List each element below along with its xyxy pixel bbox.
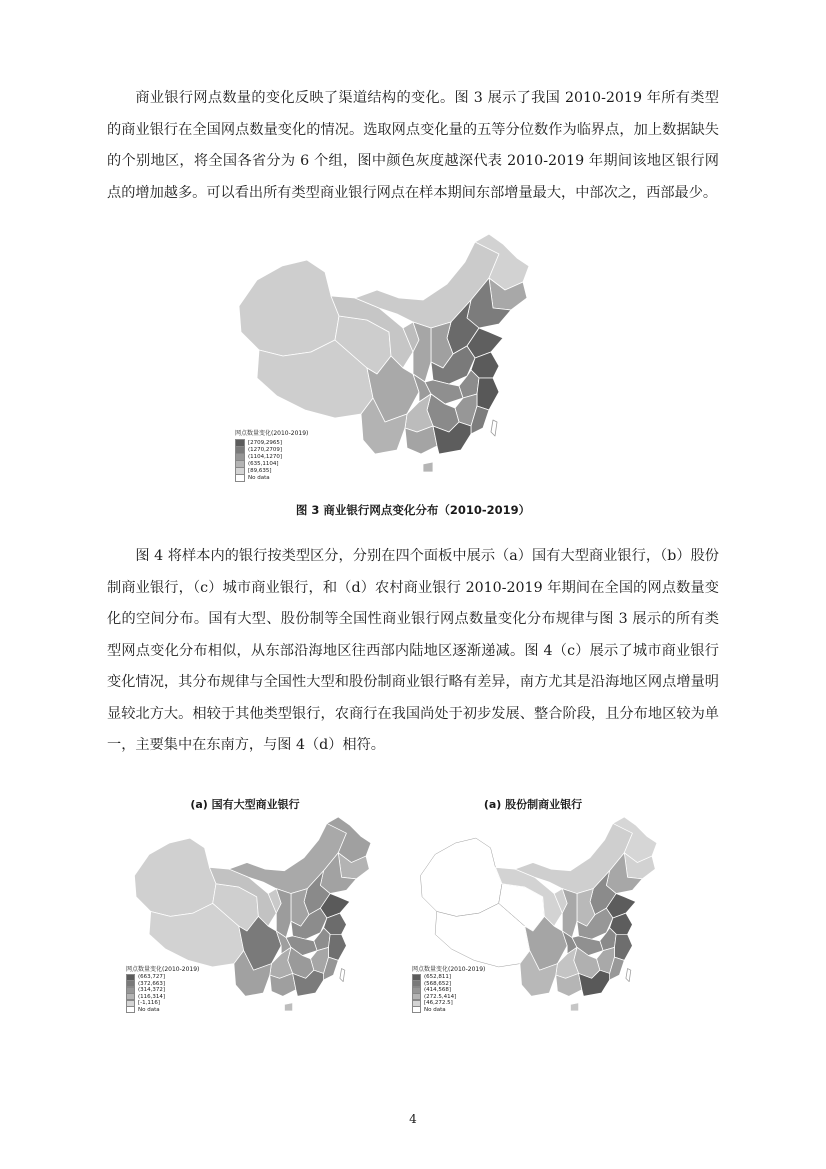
legend-swatch <box>412 1006 421 1013</box>
figure-4b-title: (a) 股份制商业银行 <box>483 798 583 811</box>
region-zhejiang <box>477 378 499 410</box>
region-guangxi <box>405 426 437 454</box>
legend-label: [-1,116] <box>138 1000 161 1007</box>
region-zhejiang <box>615 934 633 960</box>
legend-label: (663,727] <box>138 974 166 981</box>
legend-label: No data <box>138 1006 160 1013</box>
figure-3-map <box>227 228 532 488</box>
figure-4b-map <box>404 812 666 1024</box>
legend-label: (414,568] <box>424 987 452 994</box>
region-shaanxi <box>562 889 577 938</box>
region-shaanxi <box>413 322 431 382</box>
legend-label: [89,635] <box>248 467 272 474</box>
region-hainan <box>423 462 433 472</box>
region-hainan <box>284 1003 292 1011</box>
figure-3-caption: 图 3 商业银行网点变化分布（2010-2019） <box>295 503 531 517</box>
region-taiwan <box>491 420 497 436</box>
figure-4a-title: (a) 国有大型商业银行 <box>190 798 300 811</box>
region-xinjiang <box>239 260 339 356</box>
figure-4a-map <box>118 812 380 1024</box>
region-guangxi <box>556 973 582 996</box>
legend-label: [46,272.5] <box>424 1000 453 1007</box>
region-shaanxi <box>276 889 291 938</box>
legend-label: No data <box>424 1006 446 1013</box>
legend-label: (1104,1270] <box>248 453 283 460</box>
region-hainan <box>570 1003 578 1011</box>
legend-label: (116,314] <box>138 993 166 1000</box>
region-xinjiang <box>420 838 502 916</box>
legend-label: (635,1104] <box>248 460 279 467</box>
figure-4b-legend <box>412 964 485 1013</box>
legend-label: (568,652] <box>424 980 452 987</box>
paragraph-2: 图 4 将样本内的银行按类型区分，分别在四个面板中展示（a）国有大型商业银行，（b）股份制商业银行，（c）城市商业银行，和（d）农村商业银行 2010-2019 年期间在全国的网点数量变化的空间分布。国有大型、股份制等全国性商业银行网点数量变化分布规律与图 3 展示的所有类型网点变化分布相似，从东部沿海地区往西部内陆地区逐渐递减。图 4（c）展示了城市商业银行变化情况，其分布规律与全国性大型和股份制商业银行略有差异，南方尤其是沿海地区网点增量明显较北方大。相较于其他类型银行，农商行在我国尚处于初步发展、整合阶段，且分布地区较为单一，主要集中在东南方，与图 4（d）相符。 <box>107 548 719 753</box>
region-taiwan <box>626 969 631 982</box>
figure-3-legend <box>235 428 308 481</box>
region-taiwan <box>340 969 345 982</box>
legend-title: 网点数量变化(2010-2019) <box>235 430 309 437</box>
legend-label: [2709,2965] <box>248 439 283 446</box>
legend-title: 网点数量变化(2010-2019) <box>126 966 200 973</box>
region-guangxi <box>270 973 296 996</box>
region-xinjiang <box>134 838 216 916</box>
legend-label: No data <box>248 474 270 481</box>
figure-4a-legend <box>126 964 199 1013</box>
legend-title: 网点数量变化(2010-2019) <box>412 966 486 973</box>
page-number: 4 <box>409 1112 417 1126</box>
legend-label: (372,663] <box>138 980 166 987</box>
legend-label: (272.5,414] <box>424 993 457 1000</box>
legend-label: (1270,2709] <box>248 446 283 453</box>
legend-label: (652,811] <box>424 974 452 981</box>
region-zhejiang <box>329 934 347 960</box>
legend-swatch <box>126 1006 135 1013</box>
legend-label: (314,372] <box>138 987 166 994</box>
legend-swatch <box>235 474 245 482</box>
paragraph-1: 商业银行网点数量的变化反映了渠道结构的变化。图 3 展示了我国 2010-2019 年所有类型的商业银行在全国网点数量变化的情况。选取网点变化量的五等分位数作为临界点，加上数据缺失的个别地区，将全国各省分为 6 个组，图中颜色灰度越深代表 2010-2019 年期间该地区银行网点的增加越多。可以看出所有类型商业银行网点在样本期间东部增量最大，中部次之，西部最少。 <box>107 90 719 201</box>
